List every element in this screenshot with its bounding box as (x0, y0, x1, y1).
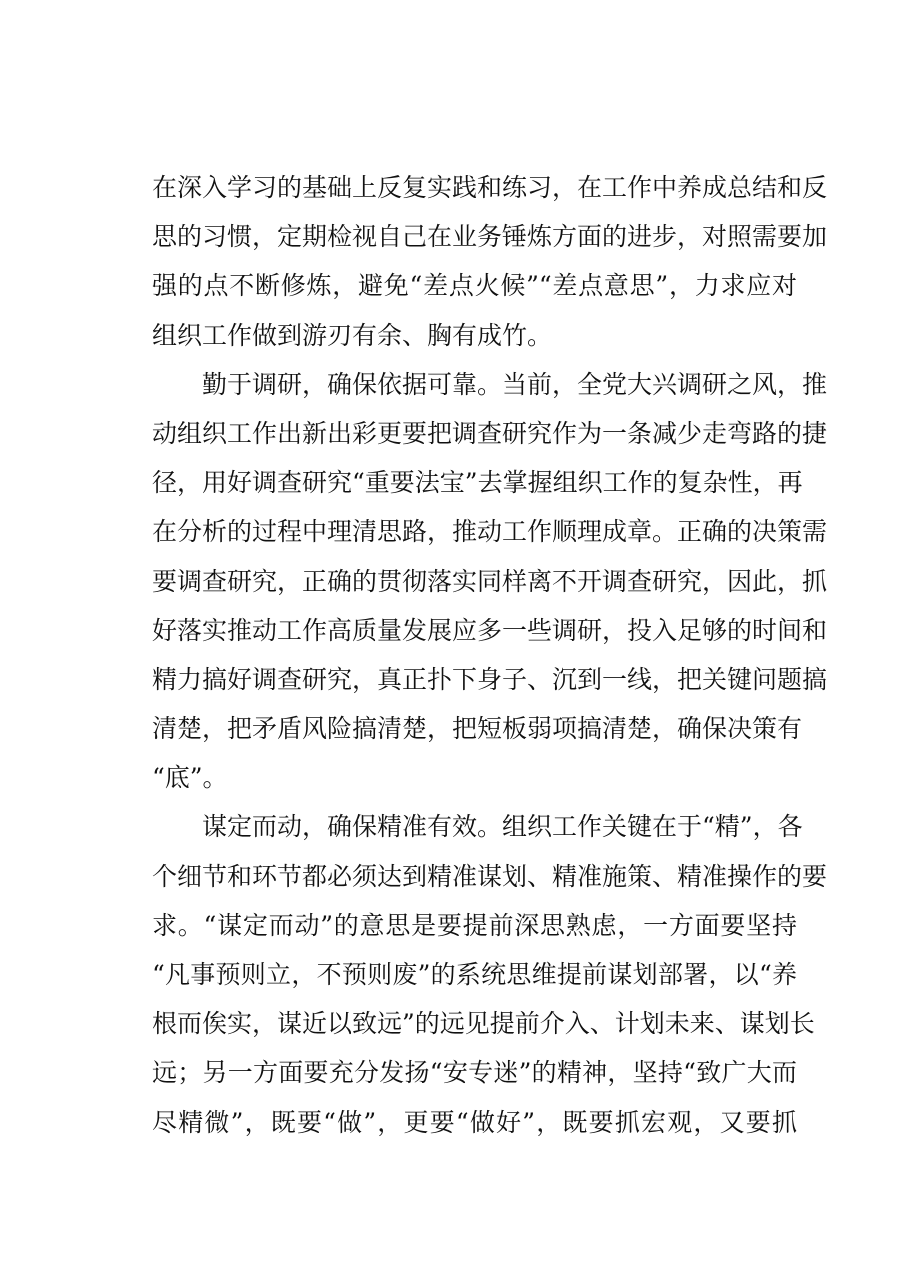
paragraph-2-line-9: “底”。 (152, 763, 228, 793)
paragraph-1-line-2: 思的习惯，定期检视自己在业务锤炼方面的进步，对照需要加 (152, 222, 828, 252)
paragraph-2-line-8: 清楚，把矛盾风险搞清楚，把短板弱项搞清楚，确保决策有 (152, 714, 803, 744)
paragraph-3-line-1: 谋定而动，确保精准有效。组织工作关键在于“精”，各 (202, 812, 803, 842)
paragraph-2-line-2: 动组织工作出新出彩更要把调查研究作为一条减少走弯路的捷 (152, 418, 828, 448)
paragraph-2-line-6: 好落实推动工作高质量发展应多一些调研，投入足够的时间和 (152, 615, 828, 645)
paragraph-3-line-5: 根而俟实，谋近以致远”的远见提前介入、计划未来、谋划长 (152, 1009, 815, 1039)
paragraph-3-line-2: 个细节和环节都必须达到精准谋划、精准施策、精准操作的要 (152, 861, 828, 891)
paragraph-2-line-1: 勤于调研，确保依据可靠。当前，全党大兴调研之风，推 (202, 369, 828, 399)
paragraph-3-line-4: “凡事预则立，不预则废”的系统思维提前谋划部署，以“养 (152, 960, 797, 989)
paragraph-1-line-1: 在深入学习的基础上反复实践和练习，在工作中养成总结和反 (152, 173, 828, 202)
paragraph-2-line-5: 要调查研究，正确的贯彻落实同样离不开调查研究，因此，抓 (152, 566, 828, 596)
paragraph-2-line-7: 精力搞好调查研究，真正扑下身子、沉到一线，把关键问题搞 (152, 664, 828, 694)
paragraph-2-line-4: 在分析的过程中理清思路，推动工作顺理成章。正确的决策需 (152, 517, 828, 547)
paragraph-1-line-3: 强的点不断修炼，避免“差点火候”“差点意思”，力求应对 (152, 271, 797, 301)
document-body (152, 163, 828, 1147)
paragraph-3-line-6: 远；另一方面要充分发扬“安专迷”的精神，坚持“致广大而 (152, 1058, 797, 1088)
paragraph-3-line-3: 求。“谋定而动”的意思是要提前深思熟虑，一方面要坚持 (152, 910, 797, 940)
paragraph-3-line-7: 尽精微”，既要“做”，更要“做好”，既要抓宏观，又要抓 (152, 1107, 797, 1137)
paragraph-1-line-4: 组织工作做到游刃有余、胸有成竹。 (152, 320, 553, 350)
paragraph-2-line-3: 径，用好调查研究“重要法宝”去掌握组织工作的复杂性，再 (152, 468, 803, 498)
